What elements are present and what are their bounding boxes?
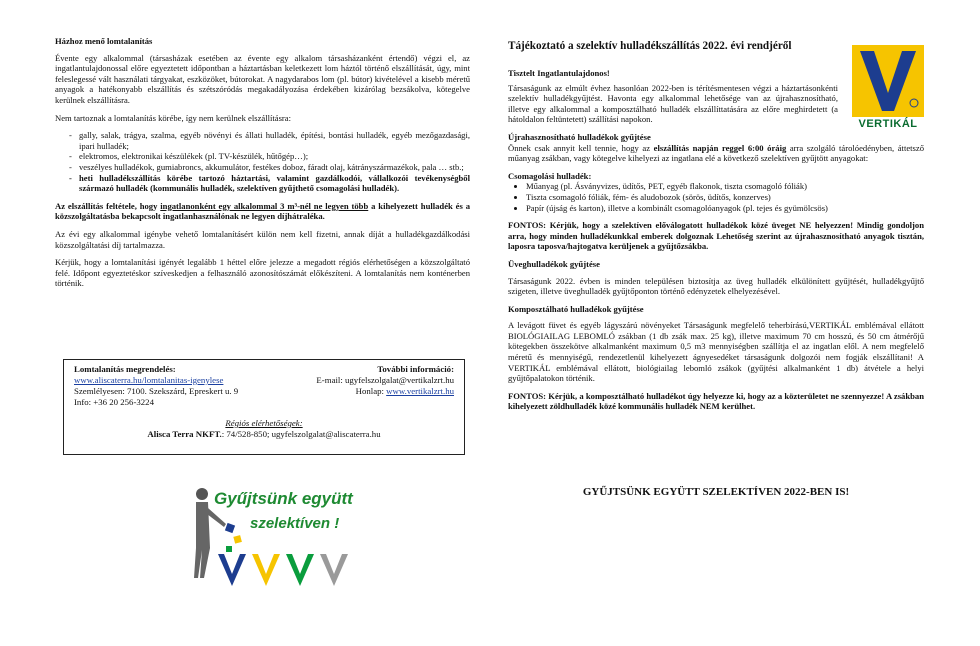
recyclable-paragraph: [508, 143, 924, 164]
regional-name: Alisca Terra NKFT.: [147, 429, 222, 439]
text-span: ingatlanonként egy alkalommal 3 m³-nél ne legyen több: [160, 200, 369, 211]
collect-together-illustration: [180, 478, 390, 588]
condition-paragraph: [55, 201, 470, 222]
website: [356, 386, 454, 397]
slogan-line-2: szelektíven !: [250, 515, 340, 532]
order-link[interactable]: www.aliscaterra.hu/lomtalanitas-igenylese: [74, 375, 224, 385]
paragraph: Az évi egy alkalommal igénybe vehető lomtalanításért külön nem kell fizetni, annak díját a hulladékgazdálkodási közszolgáltatási díj tartalmazza.: [55, 228, 470, 250]
v-blue-icon: [218, 554, 246, 586]
paragraph: Évente egy alkalommal (társasházak esetében az évente egy alkalom társasházanként értendő) végzi el, az ingatlantulajdonossal előre egyeztetett időpontban a háztartásban keletkezett lom háztól történő elszállítását, úgy, mint feleslegessé vált használati tárgyakat, eszközöket, bútorokat. A nagydarabos lom (pl. bútor) kivételével a kisebb méretű anyagok a hatékonyabb elszállítás és szétszóródás megakadályozása érdekében kizárólag bezsákolva, kötegelve kerülnek elszállításra.: [55, 52, 470, 105]
compost-heading: Komposztálható hulladékok gyűjtése: [508, 303, 644, 314]
text-span: Az elszállítás feltétele, hogy: [55, 200, 161, 211]
warning-paragraph: FONTOS: Kérjük, a komposztálható hulladékot úgy helyezze ki, hogy az a közterületet ne szennyezze! A zsákban kihelyezett zöldhulladék közé kommunális hulladék NEM kerülhet.: [508, 390, 924, 412]
item-blue-icon: [225, 523, 235, 533]
phone: Info: +36 20 256-3224: [74, 397, 154, 407]
glass-heading: Üveghulladékok gyűjtése: [508, 258, 600, 269]
regional-title: Régiós elérhetőségek:: [225, 418, 303, 428]
text-span: Önnek csak annyit kell tennie, hogy az: [508, 142, 654, 153]
list-item: • Tiszta csomagoló fóliák, fém- és aludobozok (sörös, üdítős, konzerves): [526, 192, 924, 203]
more-info-title: További információ:: [377, 364, 454, 374]
list-item: • Műanyag (pl. Ásványvizes, üdítős, PET, egyéb flakonok, tiszta csomagoló fóliák): [526, 181, 924, 192]
packaging-list: [508, 181, 924, 213]
greeting: Tisztelt Ingatlantulajdonos!: [508, 68, 610, 78]
paragraph: Társaságunk 2022. évben is minden településen biztosítja az üveg hulladék elkülönített gyűjtését, hulladékgyűjtő szigeten, illetve üveghulladék gyűjtőponton történő edényzetek elhelyezésével.: [508, 275, 924, 297]
list-item: - elektromos, elektronikai készülékek (pl. TV-készülék, hűtőgép…);: [69, 151, 470, 162]
section-heading: Házhoz menő lomtalanítás: [55, 36, 153, 46]
text-span: elszállítás napján reggel 6:00 óráig: [653, 142, 787, 153]
office-address: Szemlélyesen: 7100. Szekszárd, Epreskert u. 9: [74, 386, 239, 396]
page-title: Tájékoztató a szelektív hulladékszállítás 2022. évi rendjéről: [508, 40, 792, 52]
list-item: - veszélyes hulladékok, gumiabroncs, akkumulátor, festékes doboz, fáradt olaj, kátrányszármazékok, pala … stb.;: [69, 162, 470, 173]
regional-contact: [74, 429, 454, 440]
closing-slogan: GYŰJTSÜNK EGYÜTT SZELEKTÍVEN 2022-BEN IS!: [582, 486, 850, 498]
order-title: Lomtalanítás megrendelés:: [74, 364, 176, 374]
text-span: arra szolgáló tárolóedényben, áttetsző műanyag zsákban, vagy kötegelve kihelyezi az ingatlana elé a következő szelektíven gyűjtött anyagokat:: [508, 142, 924, 164]
excluded-list: [55, 130, 470, 194]
website-label: Honlap:: [355, 386, 387, 396]
regional-details: : 74/528-850; ugyfelszolgalat@aliscaterra.hu: [221, 429, 381, 439]
website-link[interactable]: www.vertikalzrt.hu: [386, 386, 454, 396]
slogan-line-1: Gyűjtsünk együtt: [214, 489, 353, 508]
text-span: a kihelyezett hulladék és a közszolgáltatásba bekapcsolt ingatlanhasználónak ne legyen díjhátraléka.: [55, 200, 470, 222]
vertikal-brand-name: VERTIKÁL: [858, 118, 918, 130]
person-head-icon: [196, 488, 208, 500]
paragraph: Nem tartoznak a lomtalanítás körébe, így nem kerülnek elszállításra:: [55, 112, 292, 123]
paragraph: Kérjük, hogy a lomtalanítási igényét legalább 1 héttel előre jelezze a megadott régiós elérhetőségen a közszolgáltató felé. Időpont egyeztetéskor szíveskedjen a felhasználó azonosítószámát előkészíteni. A lomtalanítás nem konténerben történik.: [55, 257, 470, 289]
contact-box: [63, 359, 465, 455]
lomtalanitas-section: [55, 36, 470, 296]
paragraph: A levágott füvet és egyéb lágyszárú növényeket Társaságunk megfelelő teherbírású,VERTIKÁL emblémával ellátott BIOLÓGIAILAG LEBOMLÓ zsákban (1 db zsák max. 25 kg), illetve maximum 70 cm hosszú, és 50 cm átmérőjű kötegekben összekötve alkalmanként maximum 0,5 m3 mennyiségben szállítja el az ingatlan elől. A nem megfelelő méretű és mennyiségű, rendezetlenül kihelyezett ágnyesedéket társaságunk dolgozói nem fogják elszállítani! A VERTIKÁL emblémával ellátott, biológiailag lebomló zsákok (gyűjtési alkalmanként 1 db) átvétele a helyi gyűjtőpalatokon történik.: [508, 320, 924, 384]
email-text: E-mail: ugyfelszolgalat@vertikalzrt.hu: [316, 375, 454, 385]
v-green-icon: [286, 554, 314, 586]
list-item: • Papír (újság és karton), illetve a kombinált csomagolóanyagok (pl. tejes és gyümölcsös): [526, 203, 924, 214]
packaging-heading: Csomagolási hulladék:: [508, 170, 592, 181]
list-item: - heti hulladékszállítás körébe tartozó háztartási, valamint gazdálkodói, vállalkozói tevékenységből származó hulladék (kommunális hulladék, szelektíven gyűjthető csomagolási hulladék).: [69, 173, 470, 194]
item-yellow-icon: [233, 535, 242, 544]
list-item: - gally, salak, trágya, szalma, egyéb növényi és állati hulladék, építési, bontási hulladék, egyéb mezőgazdasági, ipari hulladék;: [69, 130, 470, 151]
v-grey-icon: [320, 554, 348, 586]
paragraph: Társaságunk az elmúlt évhez hasonlóan 2022-ben is térítésmentesen végzi a háztartásonkénti szelektív hulladékgyűjtést. Havonta egy alkalommal lehetősége van az újrahasznosítható, illetve egy alkalommal a komposztálható hulladék elszállíttatására az előre meghirdetett (a hátoldalon feltüntetett) szállítási napokon.: [508, 82, 838, 125]
v-yellow-icon: [252, 554, 280, 586]
recyclable-heading: Újrahasznosítható hulladékok gyűjtése: [508, 131, 651, 142]
item-green-icon: [226, 546, 232, 552]
selective-collection-section: [508, 68, 924, 419]
warning-paragraph: FONTOS: Kérjük, hogy a szelektíven előválogatott hulladékok közé üveget NE helyezzen! Mindig gondoljon arra, hogy minden hulladékunkkal emberek dolgoznak Lehetőség szerint az újrahasznosítható anyagok tisztán, laposra taposva/hajtogatva kerüljenek a gyűjtőzsákba.: [508, 220, 924, 252]
